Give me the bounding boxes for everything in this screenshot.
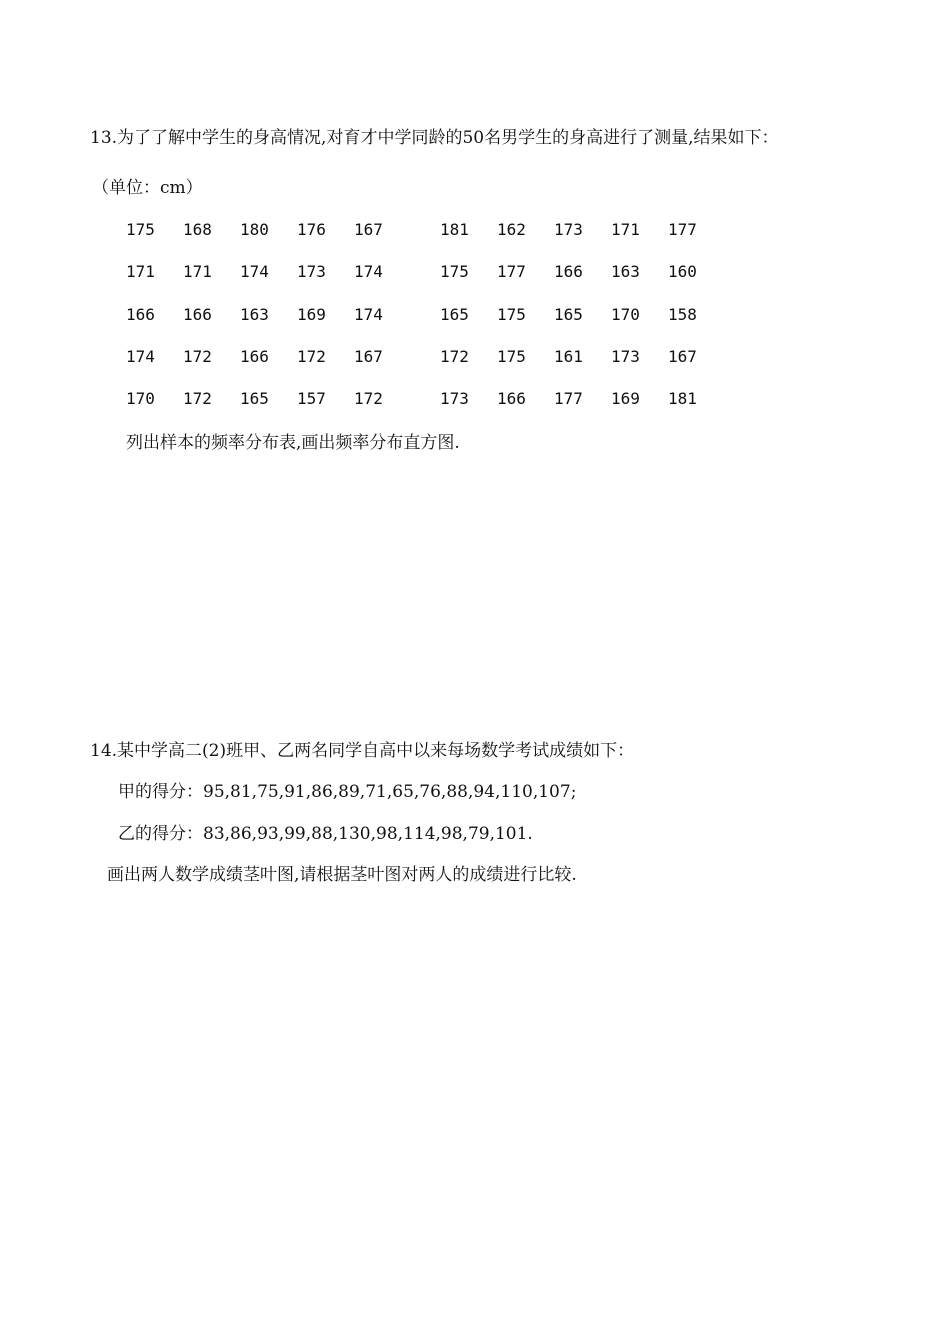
height-value: 165 (554, 304, 583, 324)
height-value: 170 (126, 389, 155, 409)
height-value: 177 (554, 389, 583, 409)
height-value: 175 (126, 220, 155, 239)
height-value: 168 (183, 220, 212, 239)
height-value: 175 (497, 304, 526, 324)
height-value: 166 (497, 389, 526, 409)
height-value: 180 (240, 220, 269, 239)
height-value: 167 (354, 346, 383, 366)
height-value: 172 (354, 389, 383, 409)
problem-14-task: 画出两人数学成绩茎叶图,请根据茎叶图对两人的成绩进行比较. (107, 865, 577, 885)
jia-scores: 甲的得分：95,81,75,91,86,89,71,65,76,88,94,110,107; (118, 782, 577, 802)
height-value: 166 (554, 262, 583, 282)
height-value: 176 (297, 220, 326, 239)
height-value: 169 (611, 389, 640, 409)
height-value: 177 (497, 262, 526, 282)
height-value: 175 (497, 346, 526, 366)
height-value: 166 (240, 346, 269, 366)
unit-label: （单位：cm） (92, 178, 203, 198)
height-value: 172 (297, 346, 326, 366)
height-value: 172 (183, 389, 212, 409)
height-data-table (126, 220, 725, 431)
height-value: 165 (440, 304, 469, 324)
height-value: 171 (183, 262, 212, 282)
height-value: 181 (440, 220, 469, 239)
height-value: 173 (554, 220, 583, 239)
height-value: 173 (440, 389, 469, 409)
height-value: 165 (240, 389, 269, 409)
problem-14-statement: 14.某中学高二(2)班甲、乙两名同学自高中以来每场数学考试成绩如下： (90, 741, 635, 761)
height-value: 171 (126, 262, 155, 282)
height-value: 167 (354, 220, 383, 239)
height-value: 166 (183, 304, 212, 324)
height-value: 158 (668, 304, 697, 324)
problem-13-statement: 13.为了了解中学生的身高情况,对育才中学同龄的50名男学生的身高进行了测量,结果如下： (90, 128, 779, 148)
height-value: 169 (297, 304, 326, 324)
height-value: 166 (126, 304, 155, 324)
height-value: 157 (297, 389, 326, 409)
height-value: 160 (668, 262, 697, 282)
height-value: 174 (240, 262, 269, 282)
height-value: 163 (240, 304, 269, 324)
height-value: 172 (440, 346, 469, 366)
height-value: 172 (183, 346, 212, 366)
problem-13-task: 列出样本的频率分布表,画出频率分布直方图. (126, 433, 460, 453)
yi-scores: 乙的得分：83,86,93,99,88,130,98,114,98,79,101. (118, 824, 533, 844)
height-value: 173 (297, 262, 326, 282)
height-value: 174 (354, 304, 383, 324)
height-value: 173 (611, 346, 640, 366)
height-value: 175 (440, 262, 469, 282)
height-value: 162 (497, 220, 526, 239)
height-value: 163 (611, 262, 640, 282)
height-value: 167 (668, 346, 697, 366)
height-value: 161 (554, 346, 583, 366)
height-value: 174 (126, 346, 155, 366)
height-value: 177 (668, 220, 697, 239)
height-value: 174 (354, 262, 383, 282)
height-value: 170 (611, 304, 640, 324)
height-value: 171 (611, 220, 640, 239)
height-value: 181 (668, 389, 697, 409)
